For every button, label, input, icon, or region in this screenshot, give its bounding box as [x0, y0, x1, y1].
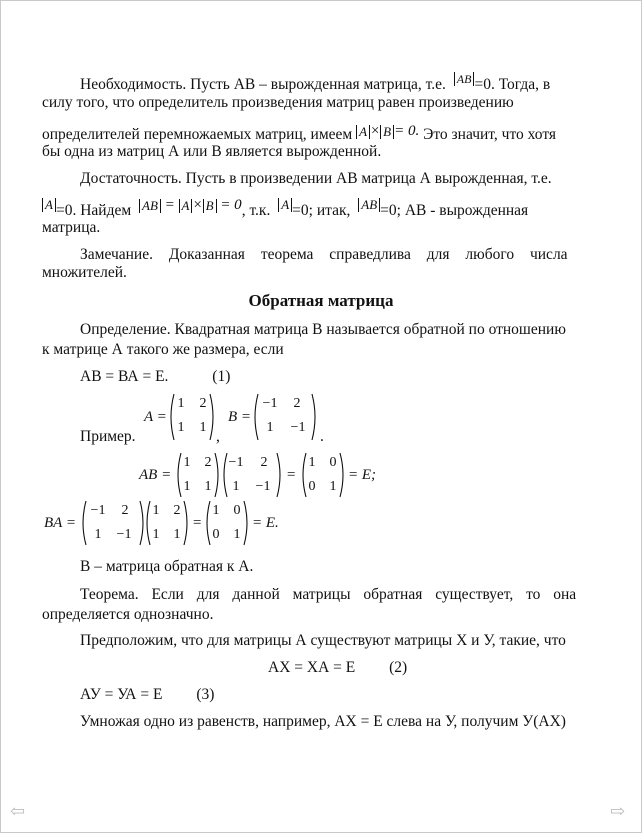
example-label: Пример. — [80, 428, 136, 445]
det-ab-2: AB — [358, 198, 380, 212]
p4-line1: Определение. Квадратная матрица В называется обратной по отношению — [80, 321, 566, 338]
p1-line2: силу того, что определитель произведения матриц равен произведению — [42, 94, 514, 111]
matrix-a-label: A = — [144, 409, 167, 425]
equation-2: АХ = ХА = Е (2) — [268, 659, 408, 676]
p6-line1: Теорема. Если для данной матрицы обратная существует, то она — [80, 586, 577, 603]
det-a: A — [42, 198, 56, 212]
p2-line3: матрица. — [42, 219, 101, 236]
p3-line1: Замечание. Доказанная теорема справедлива для любого числа — [80, 246, 568, 263]
ab-product-m2: −1 2 1 −1 — [221, 452, 283, 498]
p2-line2: A =0. Найдем AB = A × B = 0, т.к. A =0; итак, AB =0; АВ - вырожденная — [42, 196, 528, 220]
ba-product-label: BA = — [44, 515, 76, 531]
matrix-b-label: B = — [228, 409, 252, 425]
ba-product-result: 1 0 0 1 — [204, 500, 250, 546]
document-page: Необходимость. Пусть АВ – вырожденная матрица, т.е. AB =0. Тогда, в силу того, что определитель произведения матриц равен произведению определителей перемножаемых матриц, имеем A × B = 0. Это значит, что хотя бы одна из матриц А или В является вырожденной. Достаточность. Пусть в произведении АВ матрица А вырожденная, т.е. A =0. Найдем AB = A × B = 0, т.к. A =0; итак, AB =0; АВ - вырожденная матрица. Замечание. Доказанная теорема справедлива для любого числа множителей. Обратная матрица Определение. Квадратная матрица В называется обратной по отношению к матрице А такого же размера, если АВ = ВА = Е. (1) Пример. A = 1 2 1 1 , B = −1 2 1 −1 . AB = 1 2 1 1 −1 2 1 −1 = 1 0 0 1 = E; BA = −1 2 1 −1 1 2 1 1 = 1 0 0 1 = E. В – матрица обратная к А. Теорема. Если для данной матрицы обратная существует, то она определяется однозначно. Предположим, что для матрицы А существуют матрицы Х и У, такие, что АХ = ХА = Е (2) АУ = УА = Е (3) Умножая одно из равенств, например, АХ = Е слева на У, получим У(АХ) ⇦ ⇨ — [0, 0, 642, 833]
ba-product-m2: 1 2 1 1 — [144, 500, 190, 546]
p3-line2: множителей. — [42, 264, 127, 281]
p1-line1: Необходимость. Пусть АВ – вырожденная матрица, т.е. AB =0. Тогда, в — [80, 72, 551, 93]
p1-line4: бы одна из матриц А или В является вырожденной. — [42, 143, 382, 160]
equation-1: АВ = ВА = Е. (1) — [80, 368, 231, 385]
next-page-arrow-icon[interactable]: ⇨ — [610, 801, 626, 821]
p5: В – матрица обратная к А. — [80, 558, 254, 575]
matrix-b: −1 2 1 −1 — [252, 393, 318, 441]
ab-product-label: AB = — [139, 467, 172, 483]
p2-line1: Достаточность. Пусть в произведении АВ матрица А вырожденная, т.е. — [80, 170, 552, 187]
p1-line3: определителей перемножаемых матриц, имеем A × B = 0. Это значит, что хотя — [42, 123, 557, 143]
p6-line2: определяется однозначно. — [42, 606, 214, 623]
p4-line2: к матрице А такого же размера, если — [42, 341, 284, 358]
equation-3: АУ = УА = Е (3) — [80, 686, 215, 703]
det-ab: AB — [454, 72, 475, 86]
det-ab-formula: AB = A × B = 0 — [139, 197, 242, 213]
section-heading: Обратная матрица — [248, 291, 394, 310]
ab-product-result: 1 0 0 1 — [300, 452, 346, 498]
ba-product-m1: −1 2 1 −1 — [80, 500, 146, 546]
p7: Предположим, что для матрицы А существуют матрицы Х и У, такие, что — [80, 632, 566, 649]
p8: Умножая одно из равенств, например, АХ = Е слева на У, получим У(АХ) — [80, 713, 566, 730]
matrix-a: 1 2 1 1 — [168, 393, 216, 441]
prev-page-arrow-icon[interactable]: ⇦ — [10, 801, 26, 821]
ab-product-m1: 1 2 1 1 — [175, 452, 221, 498]
det-a-2: A — [278, 198, 292, 212]
det-product-formula: A × B = 0. — [356, 123, 419, 139]
